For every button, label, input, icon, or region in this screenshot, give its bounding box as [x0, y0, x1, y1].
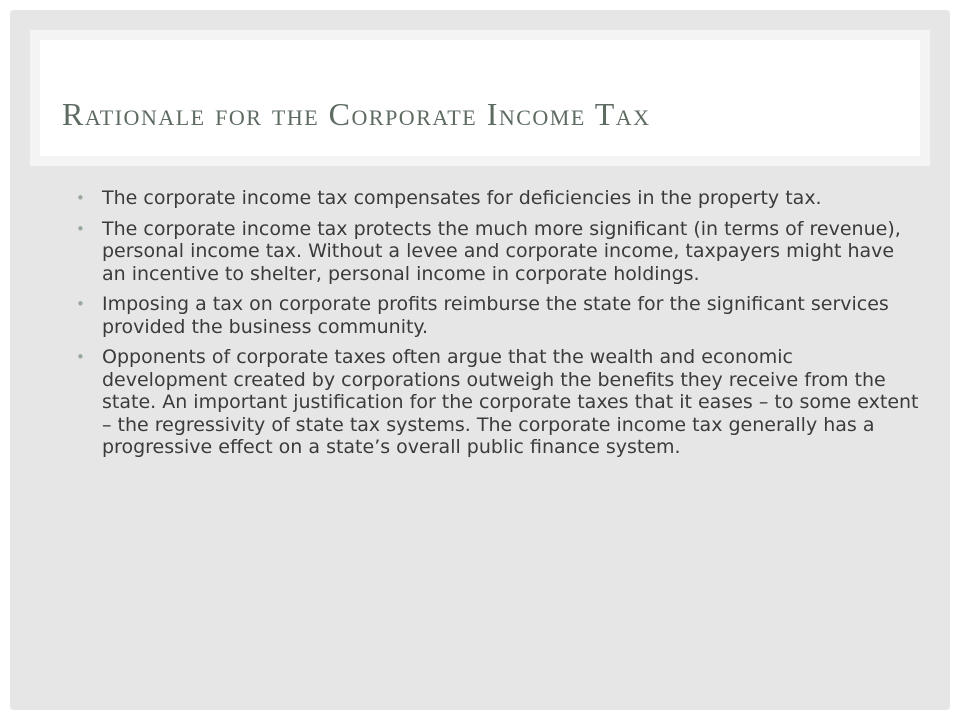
- title-box: [40, 40, 920, 156]
- bullet-item: [76, 346, 922, 459]
- title-band: [30, 30, 930, 166]
- bullet-dot-icon: •: [76, 295, 85, 313]
- slide: [10, 10, 950, 710]
- bullet-text: Imposing a tax on corporate profits reimburse the state for the significant services provided the business community.: [102, 293, 889, 338]
- bullet-dot-icon: •: [76, 219, 85, 238]
- slide-title: Rationale for the Corporate Income Tax: [62, 96, 651, 132]
- bullet-text: Opponents of corporate taxes often argue that the wealth and economic development created by corporations outweigh the benefits they receive from the state. An important justification for the corporate taxes that it eases – to some extent – the regressivity of state tax systems. The corporate income tax generally has a progressive effect on a state’s overall public finance system.: [102, 346, 919, 458]
- bullet-item: [76, 187, 922, 210]
- bullet-item: [76, 218, 922, 286]
- bullet-text: The corporate income tax compensates for deficiencies in the property tax.: [102, 187, 822, 209]
- bullet-dot-icon: •: [76, 348, 85, 366]
- bullet-list: [76, 187, 922, 467]
- bullet-item: [76, 293, 922, 338]
- bullet-text: The corporate income tax protects the much more significant (in terms of revenue), personal income tax. Without a levee and corporate income, taxpayers might have an incentive to shelter, personal income in corporate holdings.: [102, 217, 901, 285]
- bullet-dot-icon: •: [76, 189, 85, 207]
